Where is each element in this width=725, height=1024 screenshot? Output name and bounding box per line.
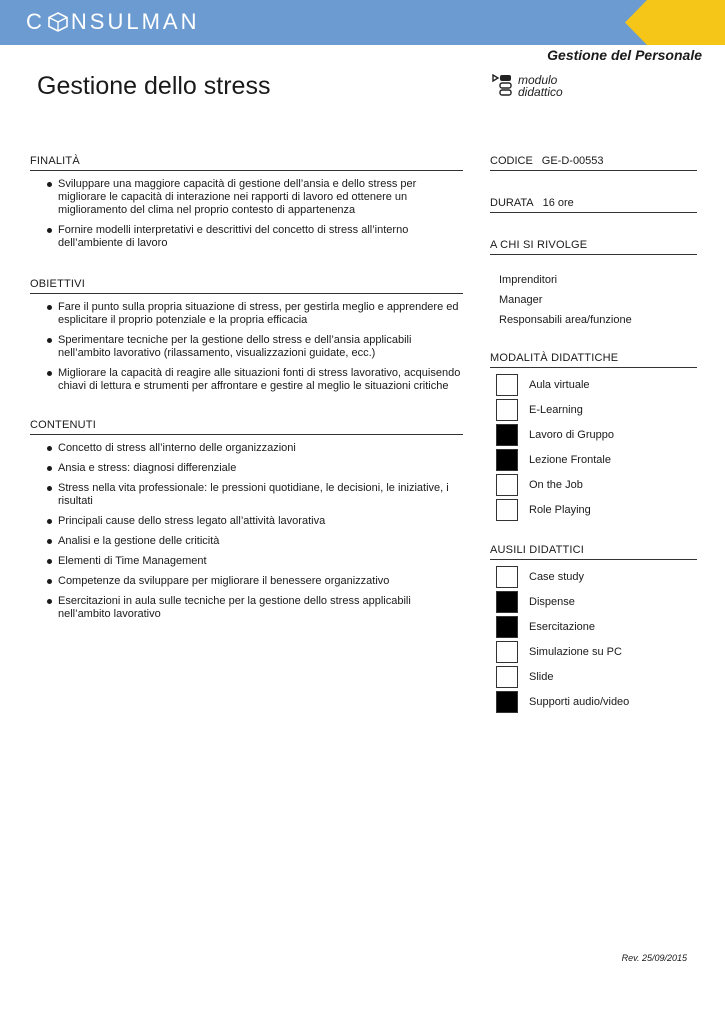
list-item: Fornire modelli interpretativi e descrittivi del concetto di stress all’interno dell’ambiente di lavoro <box>30 224 463 250</box>
list-item: Elementi di Time Management <box>30 555 463 568</box>
finalita-heading: FINALITÀ <box>30 155 463 171</box>
ausili-item <box>490 664 697 689</box>
list-item: Imprenditori <box>499 274 558 286</box>
codice-label: CODICE <box>490 155 533 167</box>
checkbox <box>496 566 518 588</box>
modalita-item <box>490 372 697 397</box>
durata-value: 16 ore <box>542 197 574 209</box>
contenuti-section <box>30 419 463 621</box>
list-item: Analisi e la gestione delle criticità <box>30 535 463 548</box>
checkbox <box>496 424 518 446</box>
modalita-item <box>490 397 697 422</box>
codice-value: GE-D-00553 <box>541 155 604 167</box>
modalita-item <box>490 472 697 497</box>
list-item: Competenze da sviluppare per migliorare il benessere organizzativo <box>30 575 463 588</box>
checkbox-label: Simulazione su PC <box>529 645 622 658</box>
checkbox-label: Aula virtuale <box>529 378 590 391</box>
modalita-item <box>490 447 697 472</box>
obiettivi-heading: OBIETTIVI <box>30 278 463 294</box>
consulman-logo[interactable] <box>26 9 199 35</box>
durata-label: DURATA <box>490 197 534 209</box>
ausili-heading: AUSILI DIDATTICI <box>490 544 697 560</box>
page-title: Gestione dello stress <box>37 72 271 100</box>
obiettivi-section <box>30 278 463 393</box>
destinatari-section <box>490 239 697 330</box>
modalita-item <box>490 497 697 522</box>
checkbox-label: Case study <box>529 570 585 583</box>
ausili-item <box>490 589 697 614</box>
obiettivi-list <box>30 301 463 393</box>
contenuti-list <box>30 442 463 621</box>
checkbox <box>496 591 518 613</box>
badge-line-1: modulo <box>518 73 558 87</box>
modalita-heading: MODALITÀ DIDATTICHE <box>490 352 697 368</box>
contenuti-heading: CONTENUTI <box>30 419 463 435</box>
checkbox-label: Supporti audio/video <box>529 695 630 708</box>
header-bar <box>0 0 725 45</box>
category-label: Gestione del Personale <box>547 47 702 63</box>
logo-suffix: NSULMAN <box>70 9 200 34</box>
list-item: Esercitazioni in aula sulle tecniche per la gestione dello stress applicabili nell’ambito lavorativo <box>30 595 463 621</box>
checkbox <box>496 449 518 471</box>
header-accent-shape <box>625 0 725 45</box>
ausili-section <box>490 544 697 714</box>
list-item: Sperimentare tecniche per la gestione dello stress e dell’ansia applicabili nell’ambito lavorativo (rilassamento, visualizzazioni guidate, ecc.) <box>30 334 463 360</box>
durata-row <box>490 197 697 213</box>
codice-row <box>490 155 697 171</box>
checkbox-label: Esercitazione <box>529 620 596 633</box>
list-item: Fare il punto sulla propria situazione di stress, per gestirla meglio e apprendere ed esplicitare il proprio potenziale e la propria efficacia <box>30 301 463 327</box>
ausili-item <box>490 564 697 589</box>
list-item: Principali cause dello stress legato all’attività lavorativa <box>30 515 463 528</box>
modalita-section <box>490 352 697 522</box>
checkbox <box>496 399 518 421</box>
list-item: Concetto di stress all’interno delle organizzazioni <box>30 442 463 455</box>
list-item: Stress nella vita professionale: le pressioni quotidiane, le decisioni, le iniziative, i risultati <box>30 482 463 508</box>
checkbox-label: Lavoro di Gruppo <box>529 428 614 441</box>
finalita-list <box>30 178 463 250</box>
list-item: Responsabili area/funzione <box>499 314 632 326</box>
ausili-item <box>490 614 697 639</box>
checkbox <box>496 374 518 396</box>
ausili-item <box>490 689 697 714</box>
badge-line-2: didattico <box>518 85 563 99</box>
list-item: Sviluppare una maggiore capacità di gestione dell’ansia e dello stress per migliorare le capacità di interazione nei rapporti di lavoro ed ottenere un miglioramento del clima nel proprio contesto di appartenenza <box>30 178 463 217</box>
ausili-item <box>490 639 697 664</box>
checkbox-label: Lezione Frontale <box>529 453 611 466</box>
checkbox-label: Role Playing <box>529 503 591 516</box>
modalita-item <box>490 422 697 447</box>
list-item: Manager <box>499 294 543 306</box>
modalita-list <box>490 372 697 522</box>
checkbox <box>496 691 518 713</box>
modulo-didattico-badge <box>492 74 563 98</box>
logo-prefix: C <box>26 9 45 34</box>
checkbox-label: Dispense <box>529 595 575 608</box>
checkbox <box>496 474 518 496</box>
destinatari-list <box>490 270 697 330</box>
list-item: Ansia e stress: diagnosi differenziale <box>30 462 463 475</box>
checkbox-label: Slide <box>529 670 554 683</box>
ausili-list <box>490 564 697 714</box>
checkbox-label: E-Learning <box>529 403 583 416</box>
finalita-section <box>30 155 463 250</box>
checkbox-label: On the Job <box>529 478 583 491</box>
list-item: Migliorare la capacità di reagire alle situazioni fonti di stress lavorativo, acquisendo chiavi di lettura e strumenti per affrontare e gestire al meglio le situazioni critiche <box>30 367 463 393</box>
checkbox <box>496 666 518 688</box>
checkbox <box>496 499 518 521</box>
module-icon <box>492 74 512 96</box>
cube-icon <box>47 11 69 33</box>
checkbox <box>496 641 518 663</box>
destinatari-heading: A CHI SI RIVOLGE <box>490 239 697 255</box>
revision-date: Rev. 25/09/2015 <box>621 953 687 963</box>
checkbox <box>496 616 518 638</box>
